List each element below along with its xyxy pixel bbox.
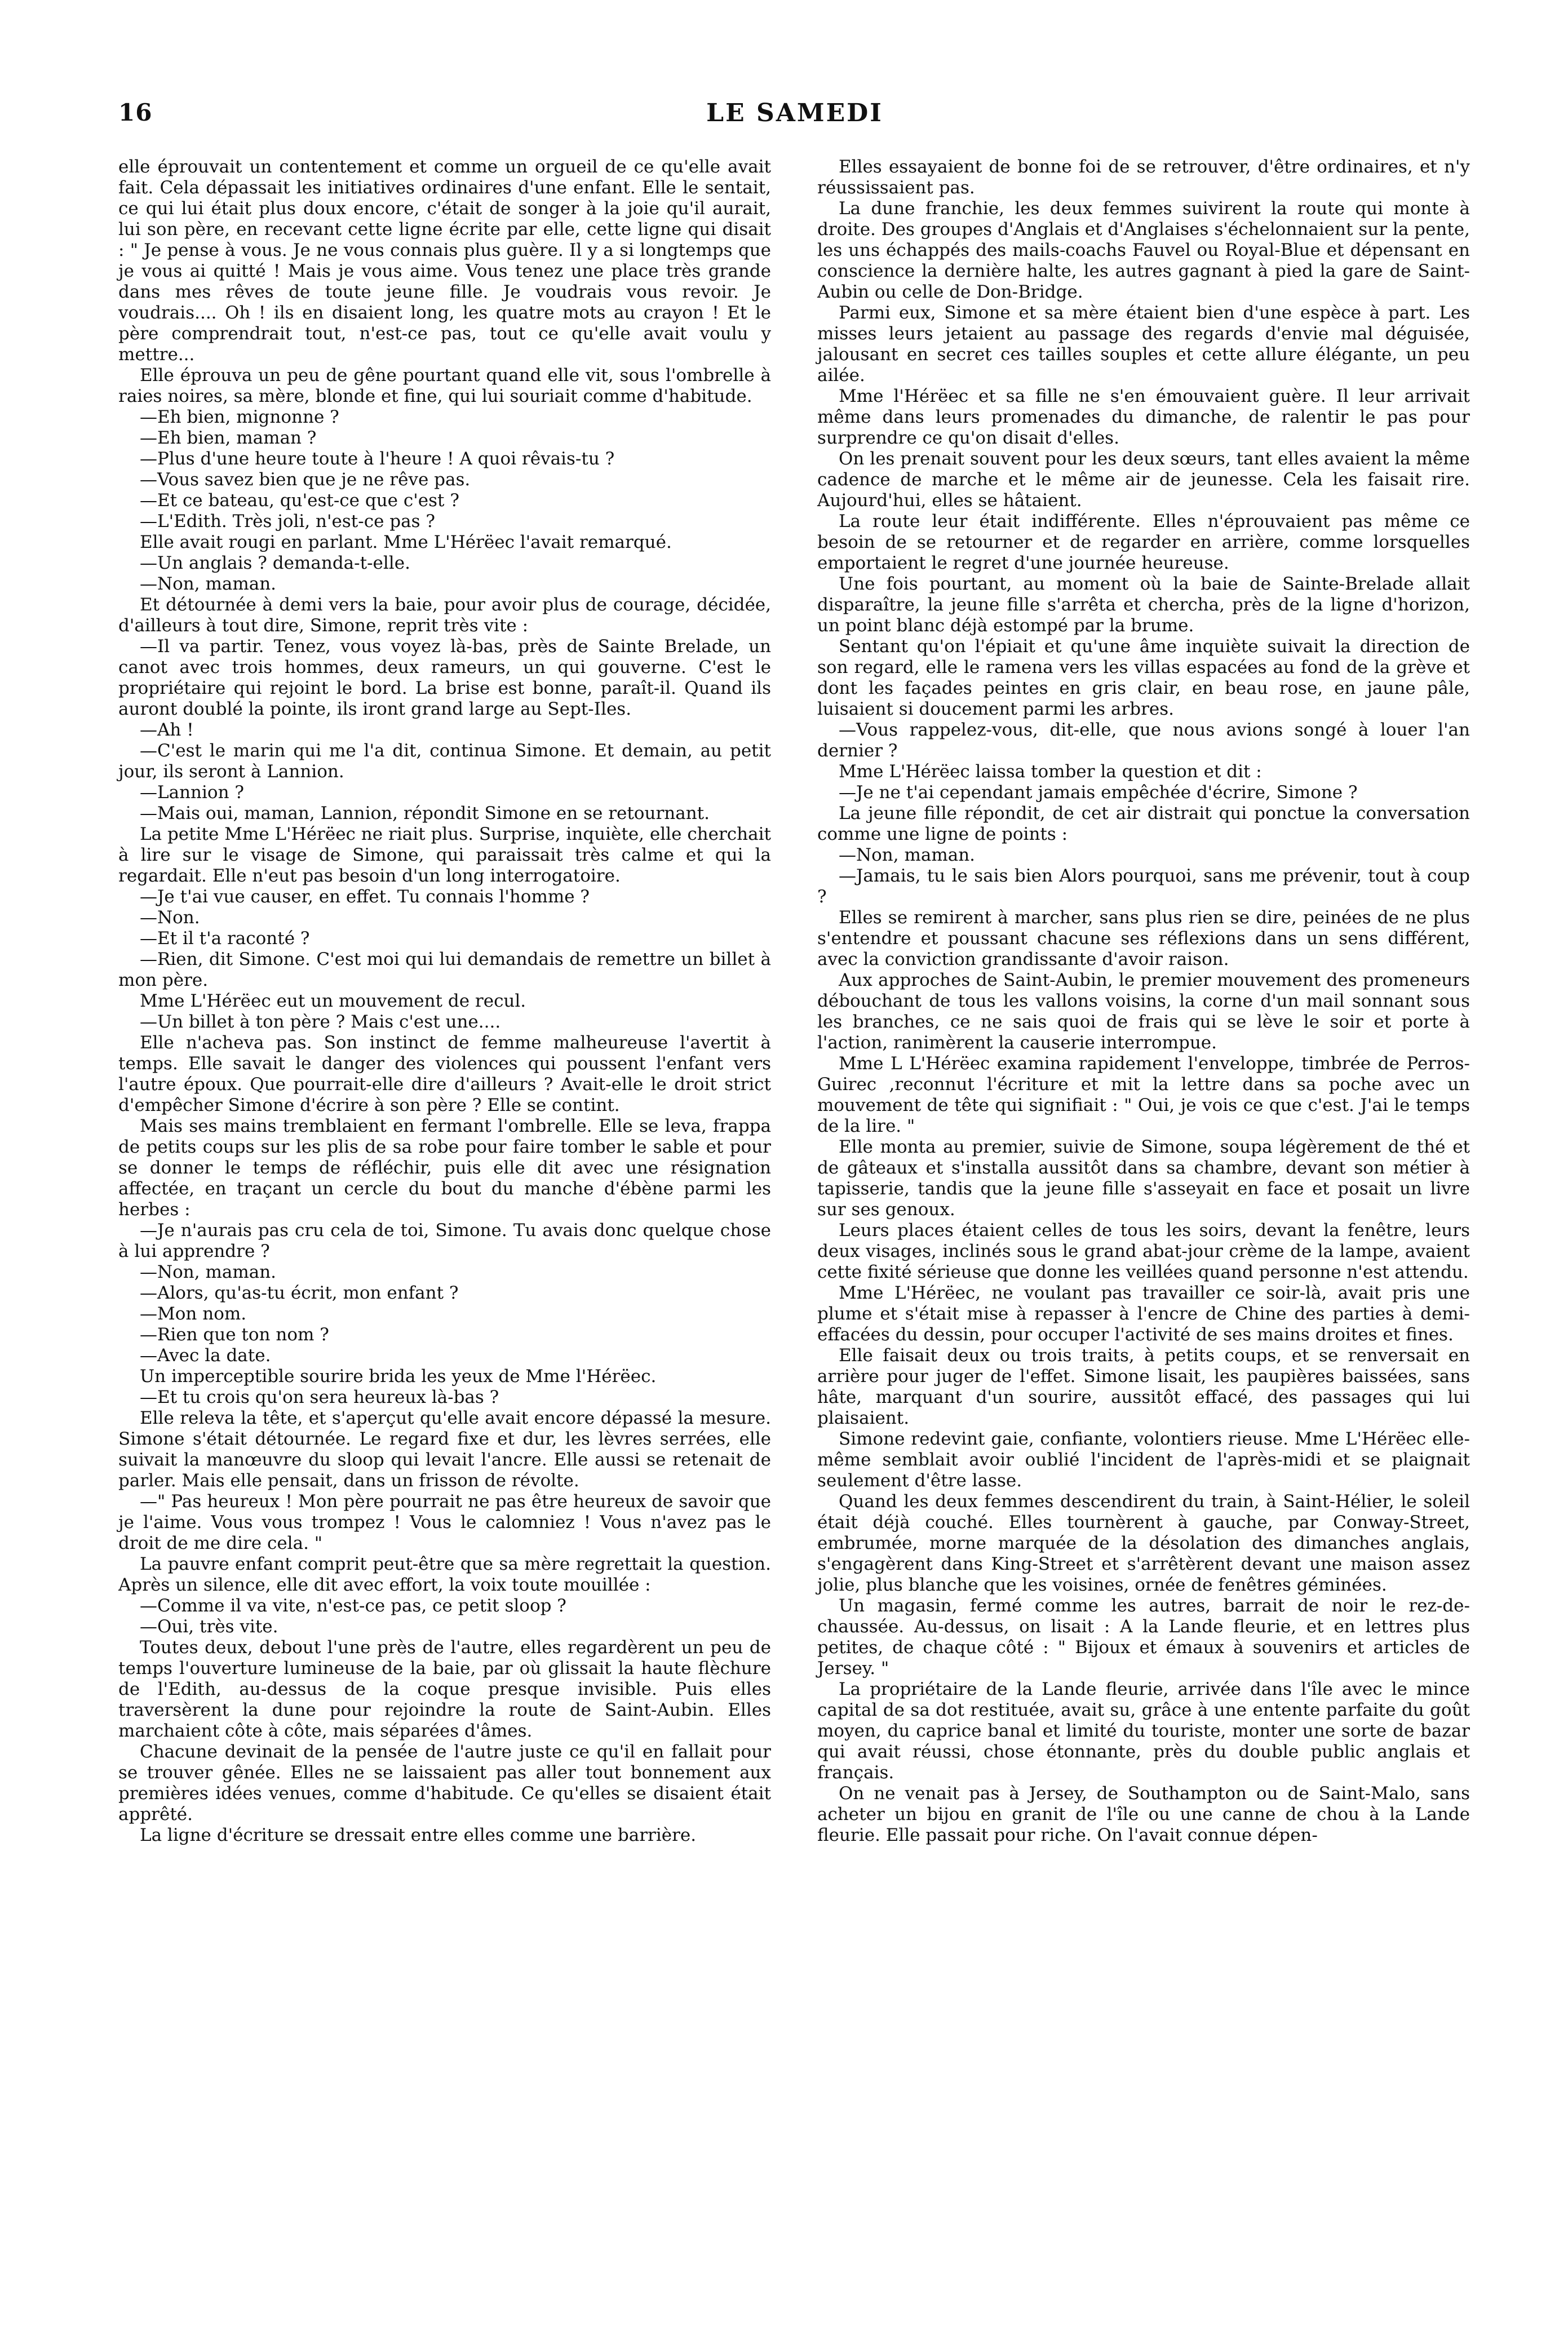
page-header xyxy=(118,99,1471,138)
paragraph: On les prenait souvent pour les deux sœurs, tant elles avaient la même cadence de marche et le même air de jeunesse. Cela les faisait rire. Aujourd'hui, elles se hâtaient. xyxy=(817,449,1470,511)
paragraph: —Mon nom. xyxy=(140,1304,247,1324)
paragraph: Mme l'Hérëec et sa fille ne s'en émouvaient guère. Il leur arrivait même dans leurs promenades du dimanche, de ralentir le pas pour surprendre ce qu'on disait d'elles. xyxy=(817,386,1470,448)
paragraph: —Et il t'a raconté ? xyxy=(140,928,310,949)
paragraph: Mme L'Hérëec laissa tomber la question et dit : xyxy=(839,761,1262,782)
paragraph: La ligne d'écriture se dressait entre elles comme une barrière. xyxy=(140,1825,697,1845)
paragraph: —Non, maman. xyxy=(140,1262,277,1282)
paragraph: —Vous savez bien que je ne rêve pas. xyxy=(140,470,471,490)
paragraph: La petite Mme L'Hérëec ne riait plus. Surprise, inquiète, elle cherchait à lire sur le visage de Simone, qui paraissait très calme et qui la regardait. Elle n'eut pas besoin d'un long interrogatoire. xyxy=(118,824,771,886)
page-number: 16 xyxy=(118,99,153,126)
paragraph: Leurs places étaient celles de tous les soirs, devant la fenêtre, leurs deux visages, inclinés sous le grand abat-jour crème de la lampe, avaient cette fixité sérieuse que donne les veillées quand personne n'est attendu. xyxy=(817,1220,1470,1282)
paragraph: Elles se remirent à marcher, sans plus rien se dire, peinées de ne plus s'entendre et poussant chacune ses réflexions dans un sens différent, avec la conviction grandissante d'avoir raison. xyxy=(817,907,1470,969)
paragraph: —" Pas heureux ! Mon père pourrait ne pas être heureux de savoir que je l'aime. Vous vous trompez ! Vous le calomniez ! Vous n'avez pas le droit de me dire cela. " xyxy=(118,1491,771,1553)
paragraph: —Eh bien, mignonne ? xyxy=(140,407,339,427)
paragraph: Mme L L'Hérëec examina rapidement l'enveloppe, timbrée de Perros-Guirec ,reconnut l'écriture et mit la lettre dans sa poche avec un mouvement de tête qui signifiait : " Oui, je vois ce que c'est. J'ai le temps de la lire. " xyxy=(817,1053,1470,1136)
text-column-left xyxy=(118,157,771,1846)
paragraph: Mais ses mains tremblaient en fermant l'ombrelle. Elle se leva, frappa de petits coups sur les plis de sa robe pour faire tomber le sable et pour se donner le temps de réfléchir, puis elle dit avec une résignation affectée, en traçant un cercle du bout du manche d'ébène parmi les herbes : xyxy=(118,1116,771,1220)
paragraph: Et détournée à demi vers la baie, pour avoir plus de courage, décidée, d'ailleurs à tout dire, Simone, reprit très vite : xyxy=(118,595,771,636)
paragraph: —Mais oui, maman, Lannion, répondit Simone en se retournant. xyxy=(140,803,710,823)
paragraph: —Comme il va vite, n'est-ce pas, ce petit sloop ? xyxy=(140,1596,566,1616)
paragraph: La pauvre enfant comprit peut-être que sa mère regrettait la question. Après un silence, elle dit avec effort, la voix toute mouillée : xyxy=(118,1554,771,1595)
paragraph: —Alors, qu'as-tu écrit, mon enfant ? xyxy=(140,1283,459,1303)
paragraph: —Un billet à ton père ? Mais c'est une.... xyxy=(140,1012,501,1032)
paragraph: La dune franchie, les deux femmes suivirent la route qui monte à droite. Des groupes d'Anglais et d'Anglaises s'échelonnaient sur la pente, les uns échappés des mails-coachs Fauvel ou Royal-Blue et dépensant en conscience la dernière halte, les autres gagnant à pied la gare de Saint-Aubin ou celle de Don-Bridge. xyxy=(817,198,1470,302)
paragraph: —Rien, dit Simone. C'est moi qui lui demandais de remettre un billet à mon père. xyxy=(118,949,771,990)
paragraph: Elle éprouva un peu de gêne pourtant quand elle vit, sous l'ombrelle à raies noires, sa mère, blonde et fine, qui lui souriait comme d'habitude. xyxy=(118,365,771,406)
paragraph: —Plus d'une heure toute à l'heure ! A quoi rêvais-tu ? xyxy=(140,449,615,469)
paragraph: —Et tu crois qu'on sera heureux là-bas ? xyxy=(140,1387,499,1407)
paragraph: Elle releva la tête, et s'aperçut qu'elle avait encore dépassé la mesure. Simone s'était détournée. Le regard fixe et dur, les lèvres serrées, elle suivait la manœuvre du sloop qui levait l'ancre. Elle aussi se retenait de parler. Mais elle pensait, dans un frisson de révolte. xyxy=(118,1408,771,1491)
paragraph: Elle avait rougi en parlant. Mme L'Hérëec l'avait remarqué. xyxy=(140,532,672,552)
paragraph: Elle monta au premier, suivie de Simone, soupa légèrement de thé et de gâteaux et s'installa aussitôt dans sa chambre, devant son métier à tapisserie, tandis que la jeune fille s'asseyait en face et posait un livre sur ses genoux. xyxy=(817,1137,1470,1220)
paragraph: —L'Edith. Très joli, n'est-ce pas ? xyxy=(140,511,435,532)
paragraph: La jeune fille répondit, de cet air distrait qui ponctue la conversation comme une ligne de points : xyxy=(817,803,1470,844)
paragraph: —Non, maman. xyxy=(839,845,976,865)
paragraph: —Lannion ? xyxy=(140,782,245,803)
paragraph: —C'est le marin qui me l'a dit, continua Simone. Et demain, au petit jour, ils seront à Lannion. xyxy=(118,741,771,782)
paragraph: —Vous rappelez-vous, dit-elle, que nous avions songé à louer l'an dernier ? xyxy=(817,720,1470,761)
paragraph: —Ah ! xyxy=(140,720,194,740)
paragraph: On ne venait pas à Jersey, de Southampton ou de Saint-Malo, sans acheter un bijou en granit de l'île ou une canne de chou à la Lande fleurie. Elle passait pour riche. On l'avait connue dépen- xyxy=(817,1783,1470,1845)
paragraph: Toutes deux, debout l'une près de l'autre, elles regardèrent un peu de temps l'ouverture lumineuse de la baie, par où glissait la haute flèchure de l'Edith, au-dessus de la coque presque invisible. Puis elles traversèrent la dune pour rejoindre la route de Saint-Aubin. Elles marchaient côte à côte, mais séparées d'âmes. xyxy=(118,1637,771,1741)
paragraph: —Non. xyxy=(140,907,200,928)
text-column-right xyxy=(817,157,1470,1846)
paragraph: Elle n'acheva pas. Son instinct de femme malheureuse l'avertit à temps. Elle savait le danger des violences qui poussent l'enfant vers l'autre époux. Que pourrait-elle dire d'ailleurs ? Avait-elle le droit strict d'empêcher Simone d'écrire à son père ? Elle se contint. xyxy=(118,1033,771,1115)
paragraph: Mme L'Hérëec, ne voulant pas travailler ce soir-là, avait pris une plume et s'était mise à repasser à l'encre de Chine des parties à demi-effacées du dessin, pour occuper l'activité de ses mains droites et fines. xyxy=(817,1283,1470,1345)
paragraph: —Oui, très vite. xyxy=(140,1617,278,1637)
paragraph: Un magasin, fermé comme les autres, barrait de noir le rez-de-chaussée. Au-dessus, on lisait : A la Lande fleurie, et en lettres plus petites, de chaque côté : " Bijoux et émaux à souvenirs et articles de Jersey. " xyxy=(817,1596,1470,1679)
paragraph: —Jamais, tu le sais bien Alors pourquoi, sans me prévenir, tout à coup ? xyxy=(817,866,1470,907)
paragraph: Elle faisait deux ou trois traits, à petits coups, et se renversait en arrière pour juger de l'effet. Simone lisait, les paupières baissées, sans hâte, marquant d'un sourire, aussitôt effacé, des passages qui lui plaisaient. xyxy=(817,1345,1470,1428)
paragraph: —Rien que ton nom ? xyxy=(140,1325,329,1345)
paragraph: Aux approches de Saint-Aubin, le premier mouvement des promeneurs débouchant de tous les vallons voisins, la corne d'un mail sonnant sous les branches, ce ne sais quoi de frais qui se lève le soir et porte à l'action, ranimèrent la causerie interrompue. xyxy=(817,970,1470,1053)
paragraph: —Je n'aurais pas cru cela de toi, Simone. Tu avais donc quelque chose à lui apprendre ? xyxy=(118,1220,771,1261)
paragraph: Sentant qu'on l'épiait et qu'une âme inquiète suivait la direction de son regard, elle le ramena vers les villas espacées au fond de la grève et dont les façades peintes en gris clair, en beau rose, en jaune pâle, luisaient si doucement parmi les arbres. xyxy=(817,636,1470,719)
paragraph: —Je t'ai vue causer, en effet. Tu connais l'homme ? xyxy=(140,887,590,907)
paragraph: La propriétaire de la Lande fleurie, arrivée dans l'île avec le mince capital de sa dot restituée, avait su, grâce à une entente parfaite du goût moyen, du caprice banal et limité du touriste, monter une sorte de bazar qui avait réussi, chose étonnante, près du double public anglais et français. xyxy=(817,1679,1470,1783)
paragraph: Quand les deux femmes descendirent du train, à Saint-Hélier, le soleil était déjà couché. Elles tournèrent à gauche, par Conway-Street, embrumée, morne marquée de la désolation des dimanches anglais, s'engagèrent dans King-Street et s'arrêtèrent devant une maison assez jolie, plus blanche que les voisines, ornée de fenêtres géminées. xyxy=(817,1491,1470,1595)
paragraph: elle éprouvait un contentement et comme un orgueil de ce qu'elle avait fait. Cela dépassait les initiatives ordinaires d'une enfant. Elle le sentait, ce qui lui était plus doux encore, c'était de songer à la joie qu'il aurait, lui son père, en recevant cette ligne écrite par elle, cette ligne qui disait : " Je pense à vous. Je ne vous connais plus guère. Il y a si longtemps que je vous ai quitté ! Mais je vous aime. Vous tenez une place très grande dans mes rêves de toute jeune fille. Je voudrais vous revoir. Je voudrais.... Oh ! ils en disaient long, les quatre mots au crayon ! Et le père comprendrait tout, n'est-ce pas, tout ce qu'elle avait voulu y mettre... xyxy=(118,157,771,365)
journal-title: LE SAMEDI xyxy=(706,99,883,127)
paragraph: Chacune devinait de la pensée de l'autre juste ce qu'il en fallait pour se trouver gênée. Elles ne se laissaient pas aller tout bonnement aux premières idées venues, comme d'habitude. Ce qu'elles se disaient était apprêté. xyxy=(118,1742,771,1825)
paragraph: —Eh bien, maman ? xyxy=(140,428,317,448)
paragraph: —Non, maman. xyxy=(140,574,277,594)
paragraph: —Et ce bateau, qu'est-ce que c'est ? xyxy=(140,490,459,511)
paragraph: Mme L'Hérëec eut un mouvement de recul. xyxy=(140,991,526,1011)
paragraph: —Je ne t'ai cependant jamais empêchée d'écrire, Simone ? xyxy=(839,782,1358,803)
paragraph: Un imperceptible sourire brida les yeux de Mme l'Hérëec. xyxy=(140,1366,657,1387)
paragraph: Parmi eux, Simone et sa mère étaient bien d'une espèce à part. Les misses leurs jetaient au passage des regards d'envie mal déguisée, jalousant en secret ces tailles souples et cette allure élégante, un peu ailée. xyxy=(817,303,1470,386)
paragraph: Simone redevint gaie, confiante, volontiers rieuse. Mme L'Hérëec elle-même semblait avoir oublié l'incident de l'après-midi et se plaignait seulement d'être lasse. xyxy=(817,1429,1470,1491)
paragraph: La route leur était indifférente. Elles n'éprouvaient pas même ce besoin de se retourner et de regarder en arrière, comme lorsquelles emportaient le regret d'une journée heureuse. xyxy=(817,511,1470,573)
paragraph: —Un anglais ? demanda-t-elle. xyxy=(140,553,410,573)
paragraph: —Avec la date. xyxy=(140,1345,271,1366)
paragraph: —Il va partir. Tenez, vous voyez là-bas, près de Sainte Brelade, un canot avec trois hommes, deux rameurs, un qui gouverne. C'est le propriétaire qui rejoint le bord. La brise est bonne, paraît-il. Quand ils auront doublé la pointe, ils iront grand large au Sept-Iles. xyxy=(118,636,771,719)
paragraph: Une fois pourtant, au moment où la baie de Sainte-Brelade allait disparaître, la jeune fille s'arrêta et chercha, près de la ligne d'horizon, un point blanc déjà estompé par la brume. xyxy=(817,574,1470,636)
paragraph: Elles essayaient de bonne foi de se retrouver, d'être ordinaires, et n'y réussissaient pas. xyxy=(817,157,1470,198)
